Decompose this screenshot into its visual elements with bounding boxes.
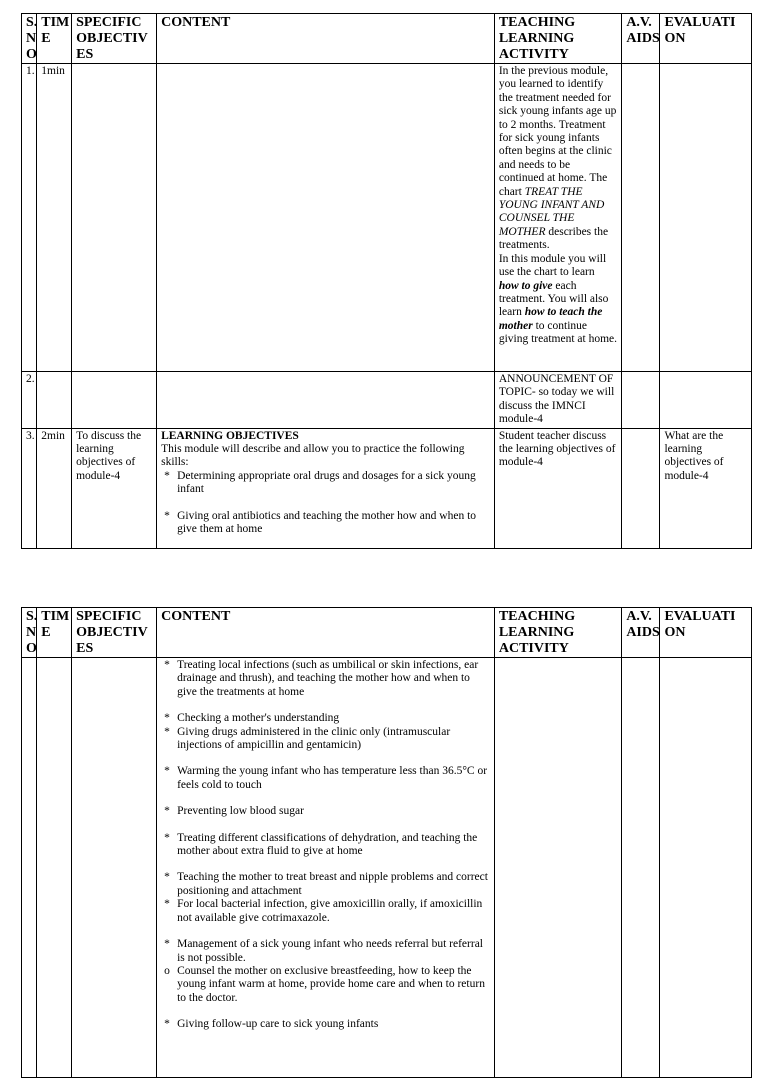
bullet-mark: * — [164, 765, 170, 778]
bullet-mark: * — [164, 1018, 170, 1031]
content-title: LEARNING OBJECTIVES — [161, 429, 299, 442]
content-cell — [157, 372, 495, 429]
list-item-text: Counsel the mother on exclusive breastfeeding, how to keep the young infant warm at home, provide home care and when to return to the doctor. — [177, 964, 485, 1004]
header-sno: S. N O — [22, 608, 37, 658]
table-row — [22, 428, 752, 548]
emphasis-text: how to give — [498, 279, 553, 292]
bullet-mark: * — [164, 725, 170, 738]
list-item-text: Determining appropriate oral drugs and dosages for a sick young infant — [177, 469, 476, 496]
header-objectives: SPECIFIC OBJECTIV ES — [72, 608, 157, 658]
bullet-mark: * — [164, 831, 170, 844]
time-cell: 2min — [37, 428, 72, 548]
emphasis-text: how to teach the mother — [498, 306, 603, 332]
header-row — [22, 608, 752, 658]
chart-title: TREAT THE YOUNG INFANT AND COUNSEL THE MOTHER — [498, 185, 605, 238]
content-cell — [157, 428, 495, 548]
bullet-mark: * — [164, 898, 170, 911]
list-item-text: Preventing low blood sugar — [177, 805, 304, 818]
list-item-text: Giving drugs administered in the clinic only (intramuscular injections of ampicillin and gentamicin) — [177, 725, 451, 752]
bullet-mark: * — [164, 659, 170, 671]
evaluation-cell: What are the learning objectives of module-4 — [660, 428, 752, 548]
av-aids-cell — [622, 428, 660, 548]
activity-text: each treatment. You will also learn — [498, 279, 609, 319]
bullet-mark: * — [164, 469, 170, 482]
objective-cell — [72, 372, 157, 429]
list-item — [164, 712, 490, 725]
header-evaluation: EVALUATI ON — [660, 608, 752, 658]
list-item-text: Giving oral antibiotics and teaching the mother how and when to give them at home — [177, 509, 477, 536]
list-item — [164, 726, 490, 753]
list-item-text: Giving follow-up care to sick young infants — [177, 1018, 379, 1031]
av-aids-cell — [622, 64, 660, 372]
header-content: CONTENT — [157, 608, 495, 658]
header-content: CONTENT — [157, 14, 495, 64]
sno-cell: 3. — [22, 428, 37, 548]
list-item — [164, 832, 490, 859]
circle-bullet-mark: o — [164, 964, 170, 977]
activity-text: In this module you will use the chart to learn — [498, 252, 607, 279]
activity-cell: Student teacher discuss the learning objectives of module-4 — [494, 428, 621, 548]
av-aids-cell — [622, 658, 660, 1078]
header-activity: TEACHING LEARNING ACTIVITY — [494, 608, 621, 658]
list-item-text: Warming the young infant who has temperature less than 36.5°C or feels cold to touch — [177, 765, 488, 791]
list-item — [164, 765, 490, 792]
header-av-aids: A.V. AIDS — [622, 608, 660, 658]
list-item — [164, 659, 490, 699]
header-evaluation: EVALUATI ON — [660, 14, 752, 64]
content-intro: This module will describe and allow you to practice the following skills: — [161, 443, 465, 469]
lesson-plan-table-1 — [21, 13, 752, 549]
list-item — [164, 898, 490, 925]
bullet-mark: * — [164, 938, 170, 951]
table-row — [22, 64, 752, 372]
time-cell — [37, 372, 72, 429]
activity-text: describes the treatments. — [498, 225, 609, 252]
header-time: TIM E — [37, 608, 72, 658]
list-item — [164, 1018, 490, 1031]
list-item — [164, 470, 490, 497]
header-time: TIM E — [37, 14, 72, 64]
activity-text: In the previous module, you learned to identify the treatment needed for sick young infants age up to 2 months. Treatment for sick young infants often begins at the clinic and needs to be continued at home. The chart — [498, 65, 617, 198]
bullet-mark: * — [164, 805, 170, 818]
list-item-text: Treating local infections (such as umbilical or skin infections, ear drainage and thrush), and teaching the mother how and when to give the treatments at home — [177, 659, 479, 698]
time-cell: 1min — [37, 64, 72, 372]
evaluation-cell — [660, 658, 752, 1078]
activity-cell — [494, 658, 621, 1078]
activity-text: to continue giving treatment at home. — [498, 319, 618, 346]
activity-paragraph — [499, 65, 617, 253]
evaluation-cell — [660, 372, 752, 429]
header-activity: TEACHING LEARNING ACTIVITY — [494, 14, 621, 64]
av-aids-cell — [622, 372, 660, 429]
evaluation-cell — [660, 64, 752, 372]
header-av-aids: A.V. AIDS — [622, 14, 660, 64]
header-objectives: SPECIFIC OBJECTIV ES — [72, 14, 157, 64]
activity-paragraph — [499, 253, 617, 347]
list-item-text: For local bacterial infection, give amoxicillin orally, if amoxicillin not available give cotrimaxazole. — [177, 898, 483, 924]
list-item — [164, 965, 490, 1005]
sno-cell: 1. — [22, 64, 37, 372]
bullet-mark: * — [164, 712, 170, 725]
list-item — [164, 510, 490, 537]
content-cell — [157, 658, 495, 1078]
list-item-text: Treating different classifications of dehydration, and teaching the mother about extra fluid to give at home — [177, 831, 478, 858]
activity-cell: ANNOUNCEMENT OF TOPIC- so today we will discuss the IMNCI module-4 — [494, 372, 621, 429]
list-item — [164, 805, 490, 818]
table-row — [22, 658, 752, 1078]
sno-cell: 2. — [22, 372, 37, 429]
bullet-mark: * — [164, 509, 170, 522]
table-row — [22, 372, 752, 429]
sno-cell — [22, 658, 37, 1078]
lesson-plan-table-2 — [21, 607, 752, 1078]
header-row — [22, 14, 752, 64]
objective-cell: To discuss the learning objectives of module-4 — [72, 428, 157, 548]
list-item — [164, 871, 490, 898]
header-sno: S. N O — [22, 14, 37, 64]
content-cell — [157, 64, 495, 372]
list-item-text: Teaching the mother to treat breast and nipple problems and correct positioning and attachment — [177, 871, 488, 897]
time-cell — [37, 658, 72, 1078]
list-item — [164, 938, 490, 965]
list-item-text: Checking a mother's understanding — [177, 712, 340, 725]
bullet-mark: * — [164, 871, 170, 884]
activity-cell — [494, 64, 621, 372]
objective-cell — [72, 658, 157, 1078]
objective-cell — [72, 64, 157, 372]
list-item-text: Management of a sick young infant who needs referral but referral is not possible. — [177, 938, 483, 964]
